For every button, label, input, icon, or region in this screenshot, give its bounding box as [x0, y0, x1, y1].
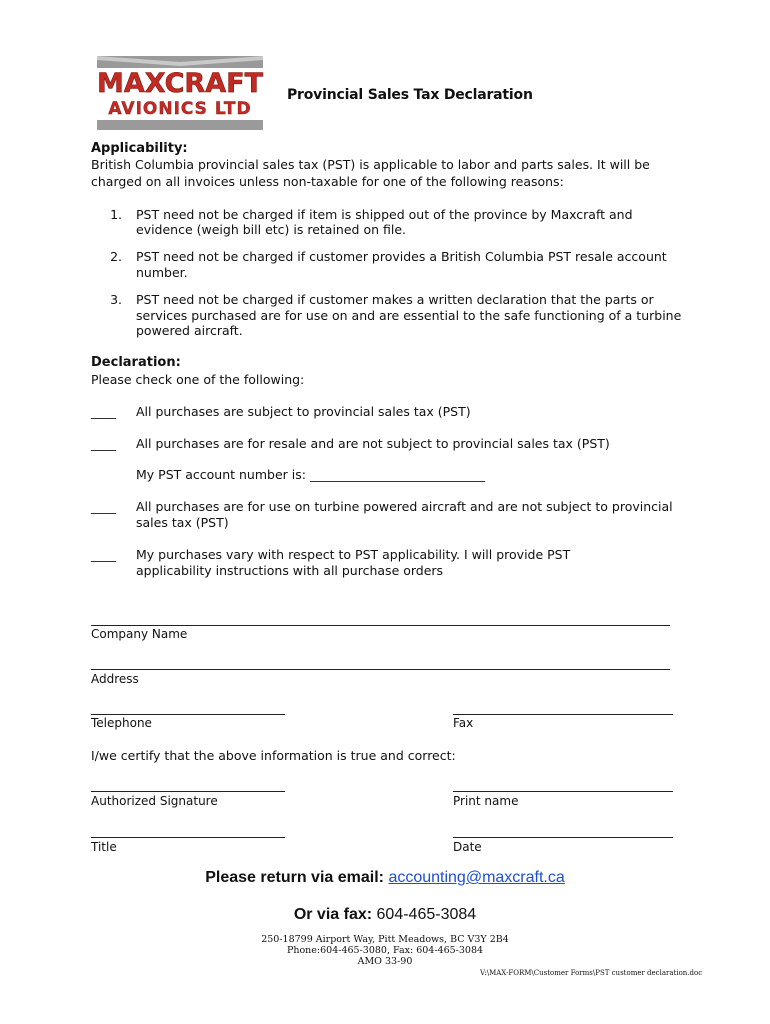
option-3-line1: All purchases are for use on turbine powered aircraft and are not subject to provincial	[136, 499, 673, 514]
signature-line[interactable]	[91, 791, 285, 792]
applicability-text-line1: British Columbia provincial sales tax (PST) is applicable to labor and parts sales. It will be	[91, 157, 650, 172]
applicability-text-line2: charged on all invoices unless non-taxable for one of the following reasons:	[91, 174, 564, 189]
address-line-1: 250-18799 Airport Way, Pitt Meadows, BC V3Y 2B4	[261, 934, 509, 945]
print-name-line[interactable]	[453, 791, 673, 792]
reason-1-line1: PST need not be charged if item is shipped out of the province by Maxcraft and	[136, 207, 633, 222]
declaration-heading: Declaration:	[91, 355, 181, 370]
address-line-2: Phone:604-465-3080, Fax: 604-465-3084	[286, 945, 484, 956]
return-email-label: Please return via email:	[205, 869, 384, 886]
address-line-3: AMO 33-90	[357, 956, 413, 967]
reason-1-line2: evidence (weigh bill etc) is retained on file.	[136, 222, 407, 237]
option-1-text: All purchases are subject to provincial sales tax (PST)	[136, 404, 471, 419]
option-checkbox-blank[interactable]: ____	[91, 547, 116, 562]
telephone-line[interactable]	[91, 714, 285, 715]
telephone-label: Telephone	[91, 716, 152, 730]
title-line[interactable]	[91, 837, 285, 838]
address-label: Address	[91, 672, 139, 686]
logo-text-maxcraft: MAXCRAFT	[97, 68, 263, 99]
reason-2-line2: number.	[136, 265, 188, 280]
applicability-heading: Applicability:	[91, 141, 188, 156]
company-name-label: Company Name	[91, 627, 188, 641]
option-checkbox-blank[interactable]: ____	[91, 436, 116, 451]
title-label: Title	[91, 840, 117, 854]
option-2-text: All purchases are for resale and are not subject to provincial sales tax (PST)	[136, 436, 610, 451]
fax-label: Fax	[453, 716, 474, 730]
reason-2-line1: PST need not be charged if customer provides a British Columbia PST resale account	[136, 249, 667, 264]
logo-text-avionics: AVIONICS LTD	[108, 99, 252, 119]
email-link[interactable]: accounting@maxcraft.ca	[388, 869, 565, 886]
company-address	[0, 934, 770, 967]
date-label: Date	[453, 840, 482, 854]
reason-number-3: 3.	[110, 292, 122, 307]
option-4-line1: My purchases vary with respect to PST applicability. I will provide PST	[136, 547, 571, 562]
option-3-line2: sales tax (PST)	[136, 515, 229, 530]
certify-statement: I/we certify that the above information is true and correct:	[91, 748, 456, 763]
pst-account-number-field[interactable]: My PST account number is: ____________________________	[136, 467, 485, 482]
reason-3-line1: PST need not be charged if customer makes a written declaration that the parts or	[136, 292, 654, 307]
option-checkbox-blank[interactable]: ____	[91, 499, 116, 514]
fax-line[interactable]	[453, 714, 673, 715]
print-name-label: Print name	[453, 794, 519, 808]
date-line[interactable]	[453, 837, 673, 838]
return-fax-number: 604-465-3084	[376, 906, 477, 923]
reason-3-line3: powered aircraft.	[136, 323, 243, 338]
address-line[interactable]	[91, 669, 670, 670]
maxcraft-logo	[93, 54, 267, 132]
signature-label: Authorized Signature	[91, 794, 218, 808]
company-name-line[interactable]	[91, 625, 670, 626]
option-4-line2: applicability instructions with all purchase orders	[136, 563, 444, 578]
return-fax-label: Or via fax:	[293, 906, 373, 923]
reason-number-1: 1.	[110, 207, 122, 222]
declaration-instruction: Please check one of the following:	[91, 372, 305, 387]
option-checkbox-blank[interactable]: ____	[91, 404, 116, 419]
return-fax-line	[0, 906, 770, 924]
return-email-line	[0, 869, 770, 887]
reason-3-line2: services purchased are for use on and are essential to the safe functioning of a turbine	[136, 308, 682, 323]
page-title: Provincial Sales Tax Declaration	[287, 87, 533, 103]
reason-number-2: 2.	[110, 249, 122, 264]
file-path: V:\MAX-FORM\Customer Forms\PST customer declaration.doc	[480, 969, 703, 977]
